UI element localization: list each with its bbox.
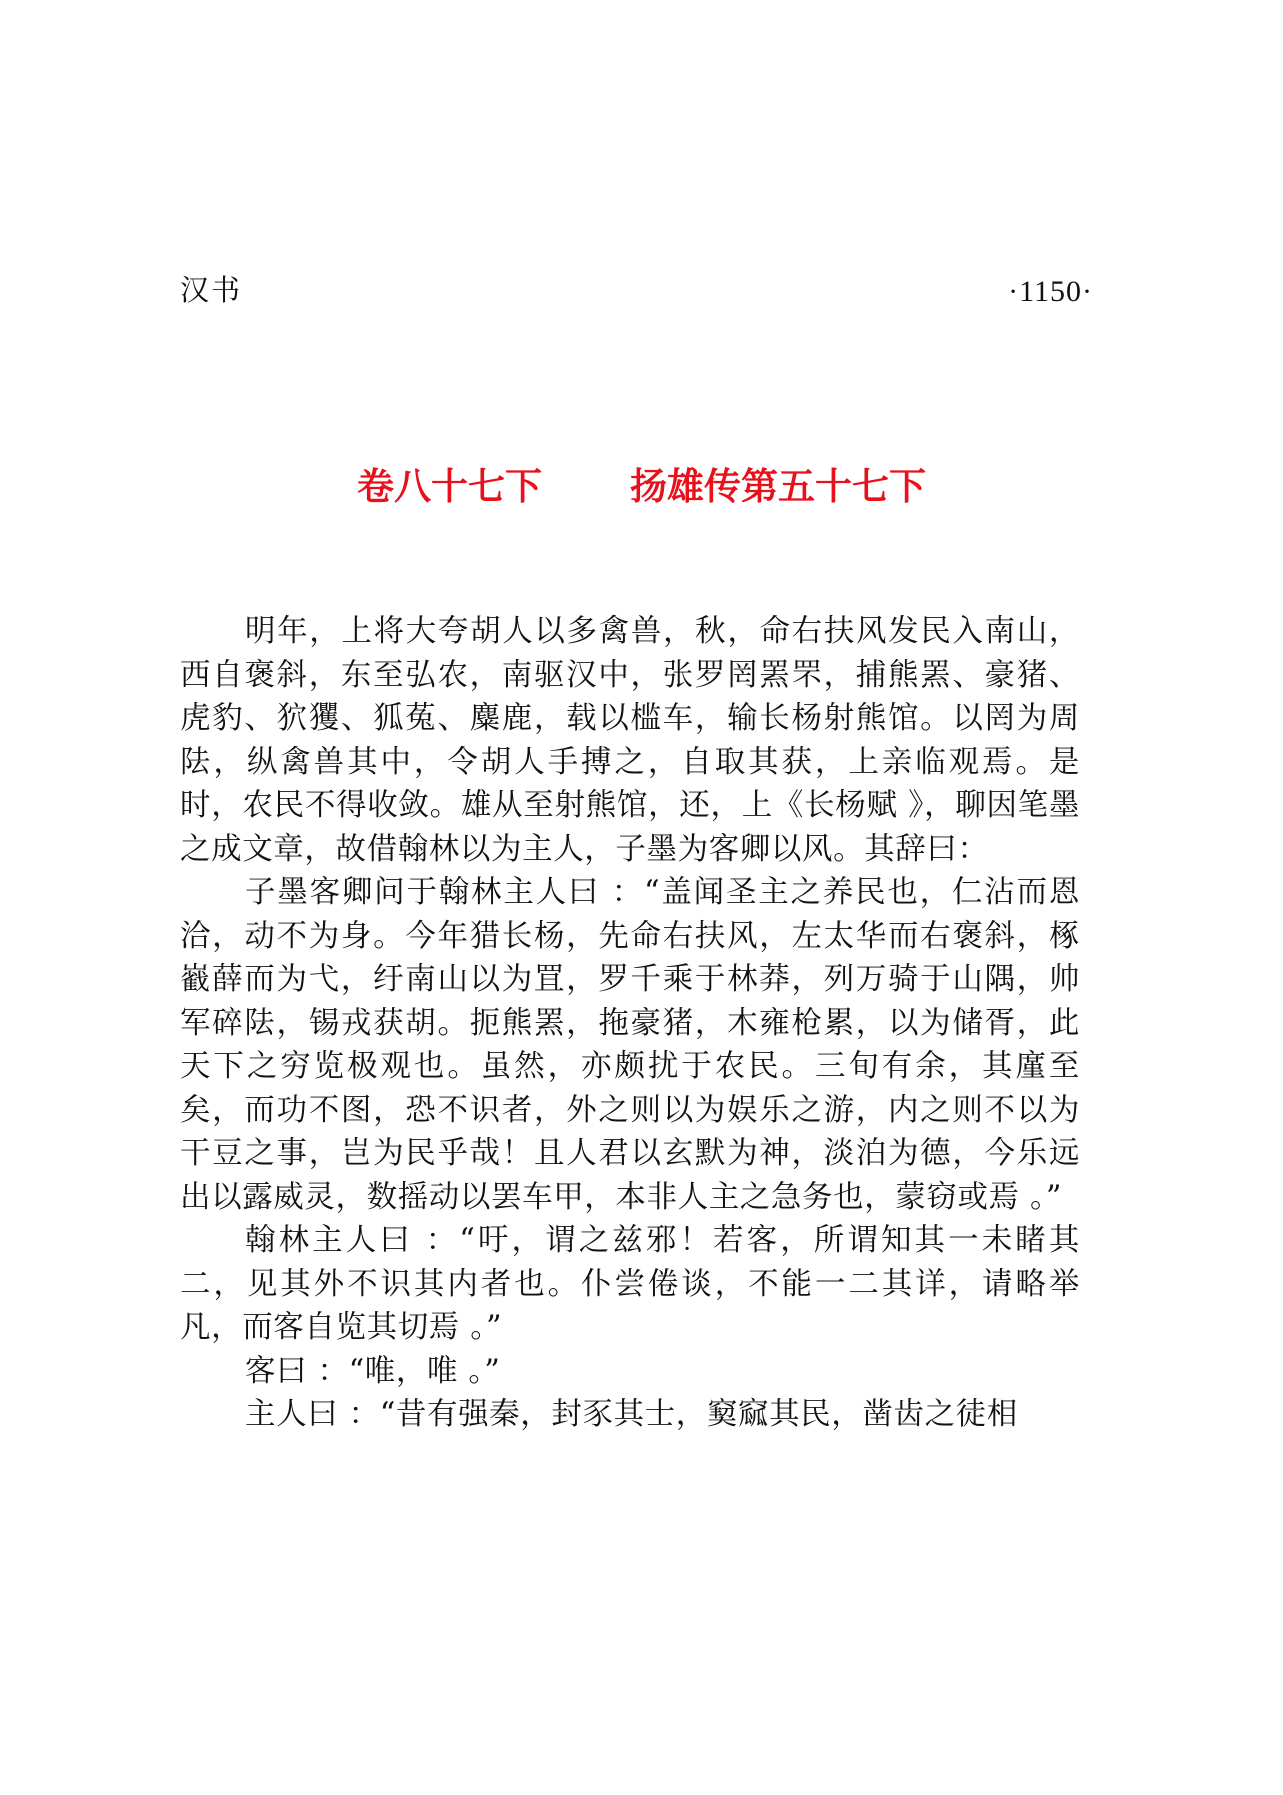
paragraph: 明年，上将大夸胡人以多禽兽，秋，命右扶风发民入南山，西自褒斜，东至弘农，南驱汉中，张罗罔罴罘，捕熊罴、豪猪、虎豹、狖玃、狐菟、麋鹿，载以槛车，输长杨射熊馆。以罔为周阹，纵禽兽其中，令胡人手搏之，自取其获，上亲临观焉。是时，农民不得收敛。雄从至射熊馆，还，上《长杨赋 》，聊因笔墨之成文章，故借翰林以为主人，子墨为客卿以风。其辞曰： xyxy=(180,614,1080,867)
chapter-title: 扬雄传第五十七下 xyxy=(630,465,926,508)
body-text xyxy=(180,610,1080,1437)
running-head-book-title: 汉书 xyxy=(180,273,243,307)
paragraph: 翰林主人曰 ：“吁，谓之兹邪！若客，所谓知其一未睹其二，见其外不识其内者也。仆尝倦谈，不能一二其详，请略举凡，而客自览其切焉 。” xyxy=(180,1223,1080,1345)
page-number: ·1150· xyxy=(1008,275,1093,308)
paragraph: 客曰 ：“唯，唯 。” xyxy=(245,1353,501,1389)
paragraph: 主人曰 ：“昔有强秦，封豕其士，窫窳其民，凿齿之徒相 xyxy=(245,1397,1018,1432)
paragraph: 子墨客卿问于翰林主人曰 ：“盖闻圣主之养民也，仁沾而恩洽，动不为身。今年猎长杨，先命右扶风，左太华而右褒斜，椓巀薛而为弋，纡南山以为罝，罗千乘于林莽，列万骑于山隅，帅军碎阹，锡戎获胡。扼熊罴，拖豪猪，木雍枪累，以为储胥，此天下之穷览极观也。虽然，亦颇扰于农民。三旬有余，其廑至矣，而功不图，恐不识者，外之则以为娱乐之游，内之则不以为干豆之事，岂为民乎哉！且人君以玄默为神，淡泊为德，今乐远出以露威灵，数摇动以罢车甲，本非人主之急务也，蒙窃或焉 。” xyxy=(180,875,1080,1215)
chapter-heading xyxy=(0,462,1283,512)
chapter-volume: 卷八十七下 xyxy=(357,465,542,508)
